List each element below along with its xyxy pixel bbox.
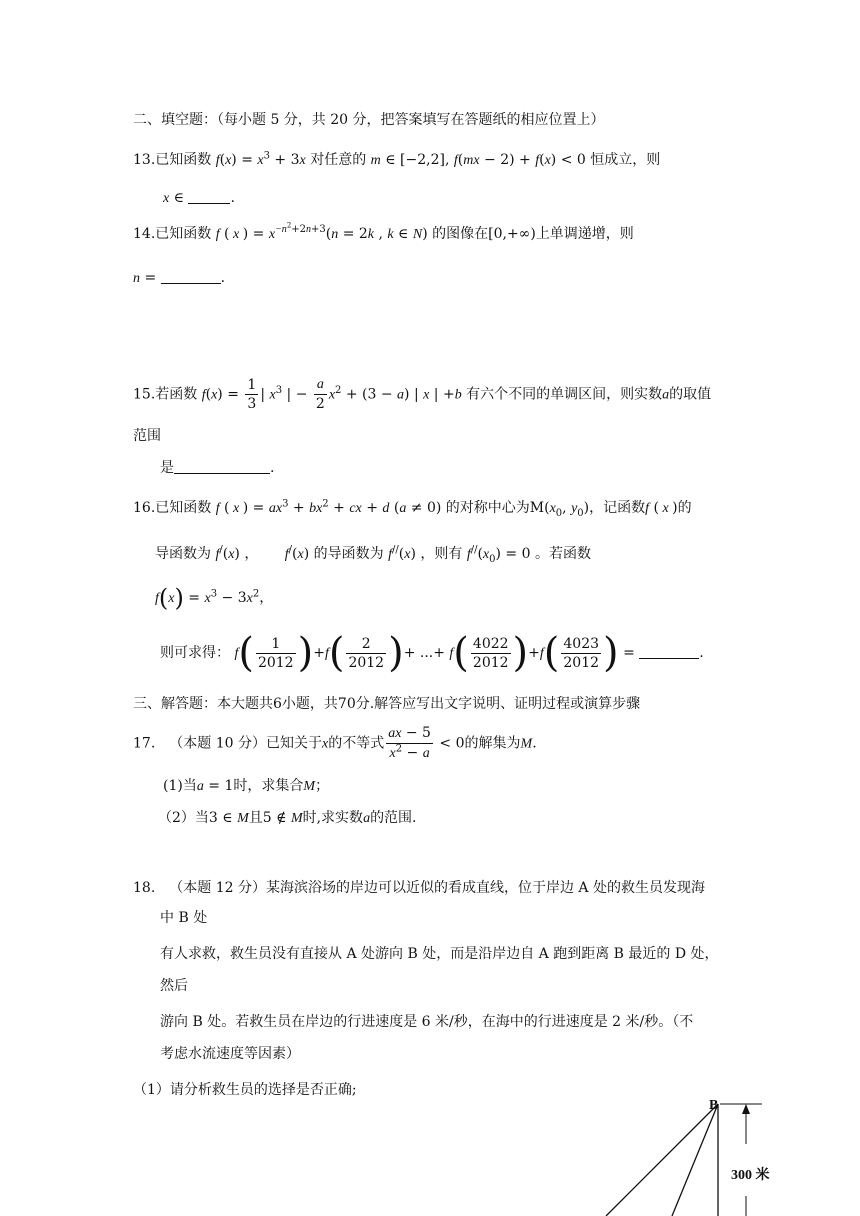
question-15-line-3: 是 . [160,460,275,476]
rescue-diagram [560,1090,820,1216]
question-18-line-5: 游向 B 处。若救生员在岸边的行进速度是 6 米/秒，在海中的行进速度是 2 米/秒。（不 [160,1014,694,1030]
question-13-line-2: x ∈ . [163,190,235,206]
question-14-line-1: 14.已知函数 f ( x ) = $x^{-n^2+2n+3}(n = 2k$ , k ∈ N) 的图像在[0,+∞)上单调递增，则 [133,222,634,242]
question-16-line-2: 导函数为 f/(x) ， f/(x) 的导函数为 f//(x) ，则有 $f^{//}(x_0) = 0$ 。若函数 [155,544,591,565]
segment-b-a [606,1104,718,1216]
answer-blank-16[interactable] [639,644,699,659]
section-title-solve: 三、解答题：本大题共6小题，共70分.解答应写出文字说明、证明过程或演算步骤 [133,696,641,712]
segment-b-c [672,1104,718,1216]
answer-blank-13[interactable] [188,189,230,204]
question-16-line-4: 则可求得： f( $\frac{1}{2012}$ )+f( $\frac{2}{2012}$ )+ ...+ f( $\frac{4022}{2012}$ )+f( $\frac{4023}{2012}$ ) = . [160,630,704,676]
question-16-line-3: $f(x) = x^3 - 3x^2$， [155,584,274,612]
question-18-line-1: 18. （本题 12 分）某海滨浴场的岸边可以近似的看成直线，位于岸边 A 处的救生员发现海 [133,880,705,896]
question-18-line-6: 考虑水流速度等因素） [160,1046,300,1062]
question-18-line-2: 中 B 处 [160,910,208,926]
section-title-fill-in: 二、填空题：（每小题 5 分，共 20 分，把答案填写在答题纸的相应位置上） [133,112,605,128]
point-b-label: B [709,1098,719,1113]
distance-label: 300 米 [731,1168,770,1183]
answer-blank-15[interactable] [174,459,270,474]
question-13-line-1: 13.已知函数 $f(x) = x^3 + 3x$ 对任意的 m ∈ [−2,2], f(mx − 2) + f(x) < 0 恒成立，则 [133,150,661,168]
question-17-line-1: 17. （本题 10 分）已知关于x的不等式 $\frac{ax - 5}{x^2 - a}$ < 0的解集为M. [133,725,537,761]
question-18-part-1: （1）请分析救生员的选择是否正确; [133,1082,357,1098]
question-17-part-1: (1)当a = 1时，求集合M； [163,778,330,794]
question-15-line-1: 15.若函数 f(x) = $\frac{1}{3}$ | $x^3$ | − $\frac{a}{2}$ $x^2 + (3 - a)$ | x | +b 有六个不同的单调区间，则实数a的取值 [133,377,712,412]
question-17-part-2: （2）当3 ∈ M且5 ∉ M时,求实数a的范围. [158,810,417,826]
question-18-line-3: 有人求救，救生员没有直接从 A 处游向 B 处，而是沿岸边自 A 跑到距离 B 最近的 D 处， [160,946,719,962]
answer-blank-14[interactable] [161,269,221,284]
question-14-line-2: n = . [133,270,226,286]
arrow-head-up-icon [742,1104,750,1114]
question-16-line-1: 16.已知函数 f ( x ) = $ax^3 + bx^2$ + cx + d (a ≠ 0) 的对称中心为$M(x_0$, $y_0$)，记函数f ( x )的 [133,498,692,519]
question-15-line-2: 范围 [133,428,161,444]
question-18-line-4: 然后 [160,978,188,994]
